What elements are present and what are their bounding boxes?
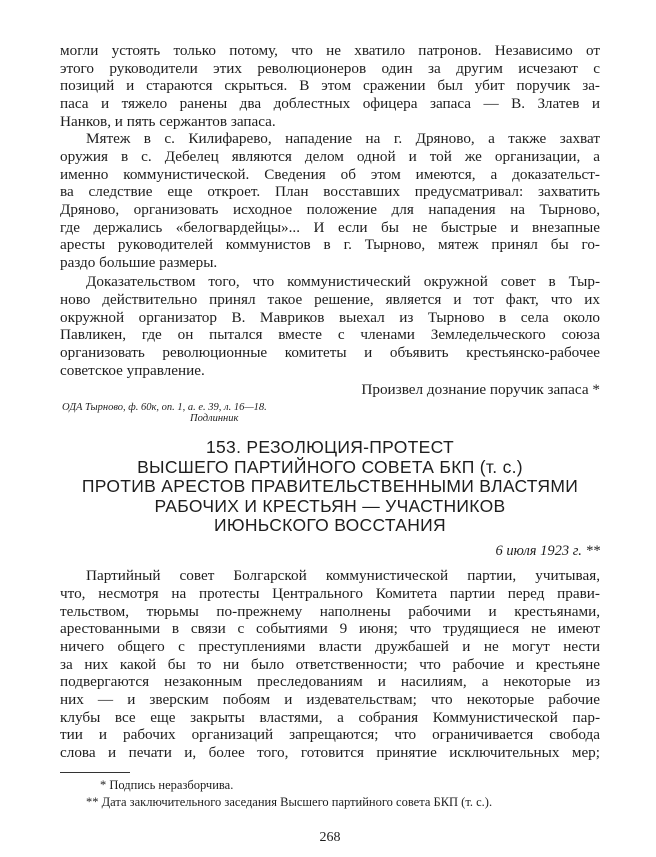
original-note: Подлинник	[190, 412, 239, 424]
text-line: за них какой бы то ни было ответственности; что рабочие и крестьяне	[60, 655, 600, 673]
text-line: этого руководители этих революционеров один за другим исчезают с	[60, 59, 600, 77]
text-line: ва следствие еще откроет. План восставших предусматривал: захватить	[60, 183, 600, 201]
text-line: арестованными в связи с событиями 9 июня; что трудящиеся не имеют	[60, 620, 600, 638]
text-line: советское управление.	[60, 361, 205, 379]
signature-line: Произвел дознание поручик запаса *	[361, 381, 600, 399]
text-line: подвергаются незаконным преследованиям и насилиям, а некоторые из	[60, 673, 600, 691]
text-line: аресты руководителей коммунистов в г. Тырново, мятеж принял бы го-	[60, 236, 600, 254]
text-line: оружия в с. Дебелец являются делом одной и той же организации, а	[60, 147, 600, 165]
text-line: клубы все еще закрыты властями, а собрания Коммунистической пар-	[60, 708, 600, 726]
text-line: Павликен, где он пытался вместе с членами Земледельческого союза	[60, 326, 600, 344]
heading-line-4: РАБОЧИХ И КРЕСТЬЯН — УЧАСТНИКОВ	[154, 495, 506, 516]
heading-line-2	[60, 457, 600, 477]
text-line: тии и рабочих организаций запрещаются; что ограничивается свобода	[60, 726, 600, 744]
text-line: что, несмотря на протесты Центрального Комитета партии перед прави-	[60, 584, 600, 602]
heading-line-2-main: ВЫСШЕГО ПАРТИЙНОГО СОВЕТА БКП	[137, 456, 475, 477]
document-date: 6 июля 1923 г. **	[495, 543, 600, 560]
text-line: Дряново, организовать исходное положение для нападения на Тырново,	[60, 200, 600, 218]
text-line: позиций и стараются скрыться. В этом сражении был убит поручик за-	[60, 77, 600, 95]
text-line: Доказательством того, что коммунистический окружной совет в Тыр-	[86, 273, 600, 291]
heading-line-1: 153. РЕЗОЛЮЦИЯ-ПРОТЕСТ	[205, 437, 454, 458]
text-line: организовать революционные комитеты и объявить крестьянско-рабочее	[60, 344, 600, 362]
text-line: окружной организатор В. Мавриков выехал из Тырново в села около	[60, 308, 600, 326]
archive-reference: ОДА Тырново, ф. 60к, оп. 1, а. е. 39, л. 16—18.	[62, 401, 267, 413]
text-line: ново действительно принял такое решение, является и тот факт, что их	[60, 291, 600, 309]
text-line: слова и печати и, более того, готовится принятие исключительных мер;	[60, 744, 600, 761]
text-line: где держались «белогвардейцы»... И если бы не быстрые и внезапные	[60, 218, 600, 236]
text-line: паса и тяжело ранены два доблестных офицера запаса — В. Златев и	[60, 94, 600, 112]
text-line: Партийный совет Болгарской коммунистической партии, учитывая,	[86, 567, 600, 585]
text-line: могли устоять только потому, что не хватило патронов. Независимо от	[60, 41, 600, 59]
text-line: Нанков, и пять сержантов запаса.	[60, 112, 276, 130]
heading-line-2-paren: (т. с.)	[479, 456, 523, 477]
footnote-divider	[60, 772, 130, 773]
text-line: тельством, тюрьмы по-прежнему наполнены рабочими и крестьянами,	[60, 602, 600, 620]
text-line: них — и зверским побоям и издевательствам; что некоторые рабочие	[60, 690, 600, 708]
text-line: ничего общего с преступлениями власти дружбашей и не могут нести	[60, 637, 600, 655]
heading-line-5: ИЮНЬСКОГО ВОССТАНИЯ	[214, 515, 446, 536]
page-number: 268	[319, 830, 341, 845]
document-page	[60, 0, 600, 857]
footnote-2: ** Дата заключительного заседания Высшего партийного совета БКП (т. с.).	[86, 795, 493, 809]
text-line: раздо большие размеры.	[60, 253, 218, 271]
footnote-1: * Подпись неразборчива.	[100, 778, 234, 792]
text-line: Мятеж в с. Килифарево, нападение на г. Дряново, а также захват	[86, 130, 600, 148]
heading-line-3: ПРОТИВ АРЕСТОВ ПРАВИТЕЛЬСТВЕННЫМИ ВЛАСТЯМИ	[81, 476, 579, 497]
text-line: именно коммунистической. Сведения об этом имеются, а доказательст-	[60, 165, 600, 183]
